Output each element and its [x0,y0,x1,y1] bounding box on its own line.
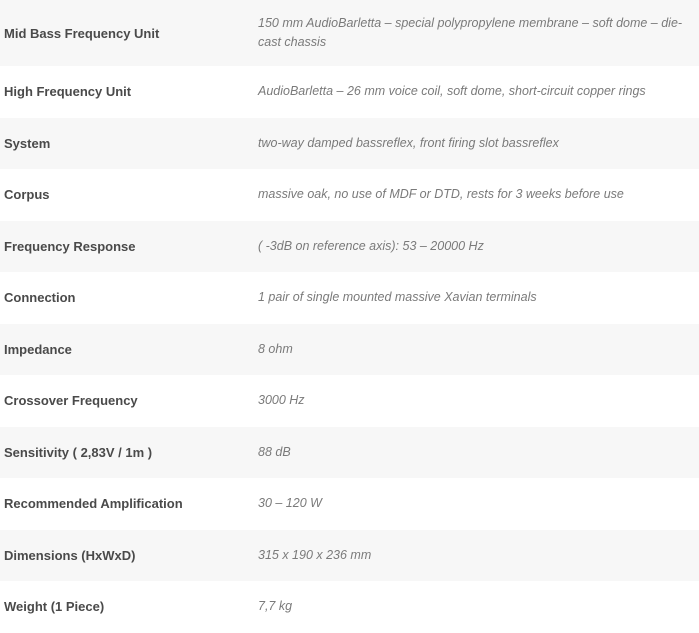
spec-row-connection [0,272,699,324]
spec-value: 315 x 190 x 236 mm [254,530,699,582]
spec-value: 88 dB [254,427,699,479]
spec-value: massive oak, no use of MDF or DTD, rests for 3 weeks before use [254,169,699,221]
spec-value: 1 pair of single mounted massive Xavian terminals [254,272,699,324]
spec-row-system [0,118,699,170]
spec-label: Recommended Amplification [0,478,254,530]
spec-value: 150 mm AudioBarletta – special polypropylene membrane – soft dome – die-cast chassis [254,0,699,66]
spec-row-crossover-frequency [0,375,699,427]
spec-value: ( -3dB on reference axis): 53 – 20000 Hz [254,221,699,273]
spec-label: Frequency Response [0,221,254,273]
spec-value: 30 – 120 W [254,478,699,530]
spec-value: two-way damped bassreflex, front firing slot bassreflex [254,118,699,170]
spec-label: System [0,118,254,170]
spec-row-weight [0,581,699,633]
spec-value: AudioBarletta – 26 mm voice coil, soft dome, short-circuit copper rings [254,66,699,118]
spec-label: Connection [0,272,254,324]
spec-value: 8 ohm [254,324,699,376]
spec-row-impedance [0,324,699,376]
spec-label: Weight (1 Piece) [0,581,254,633]
spec-label: High Frequency Unit [0,66,254,118]
spec-value: 3000 Hz [254,375,699,427]
spec-label: Impedance [0,324,254,376]
spec-row-high-frequency [0,66,699,118]
spec-value: 7,7 kg [254,581,699,633]
spec-row-mid-bass [0,0,699,66]
spec-row-dimensions [0,530,699,582]
spec-label: Sensitivity ( 2,83V / 1m ) [0,427,254,479]
spec-label: Dimensions (HxWxD) [0,530,254,582]
spec-row-sensitivity [0,427,699,479]
spec-label: Mid Bass Frequency Unit [0,0,254,66]
spec-label: Crossover Frequency [0,375,254,427]
spec-row-corpus [0,169,699,221]
spec-row-recommended-amplification [0,478,699,530]
spec-row-frequency-response [0,221,699,273]
spec-label: Corpus [0,169,254,221]
